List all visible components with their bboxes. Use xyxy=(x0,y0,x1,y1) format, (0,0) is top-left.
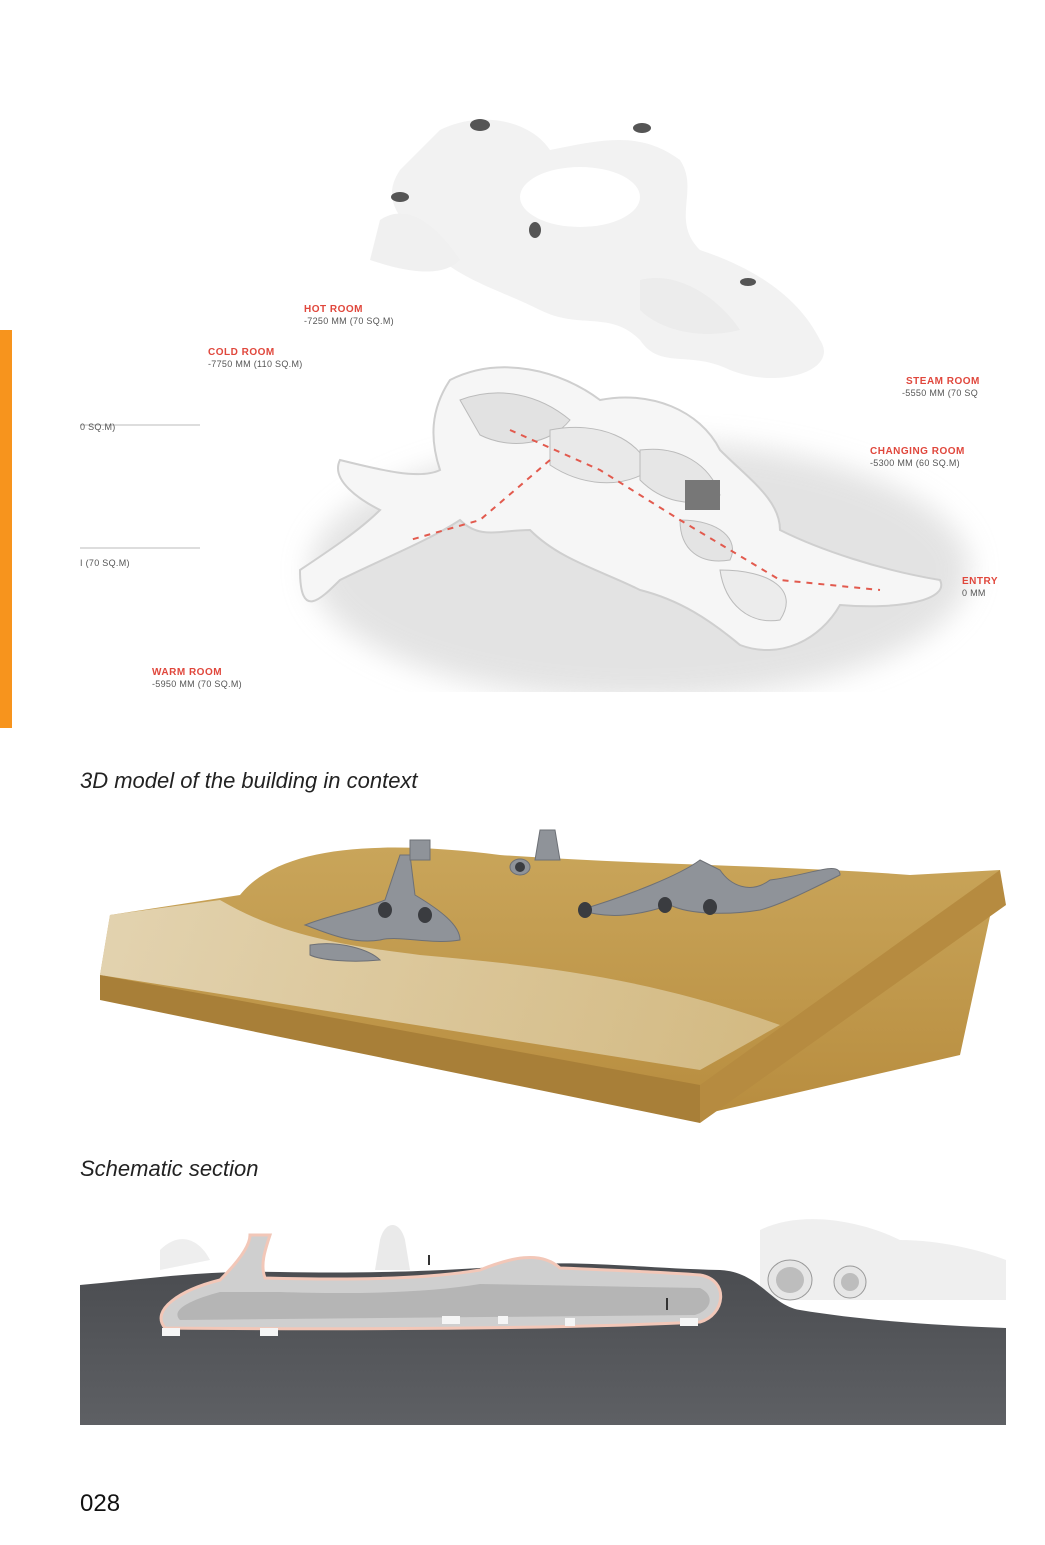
label-entry-title: ENTRY xyxy=(962,576,999,587)
label-cold-room-sub: -7750 MM (110 SQ.M) xyxy=(208,359,303,369)
context-model-render xyxy=(80,815,1006,1123)
label-partial-2: I (70 SQ.M) xyxy=(80,558,130,568)
label-warm-room-sub: -5950 MM (70 SQ.M) xyxy=(152,679,242,689)
schematic-section-render xyxy=(80,1210,1006,1425)
page-number: 028 xyxy=(80,1490,121,1517)
label-hot-room-title: HOT ROOM xyxy=(304,304,363,315)
label-changing-room-title: CHANGING ROOM xyxy=(870,446,965,457)
label-entry-sub: 0 MM xyxy=(962,588,986,598)
label-changing-room-sub: -5300 MM (60 SQ.M) xyxy=(870,458,960,468)
chapter-marker-bar xyxy=(0,330,12,728)
building-plan-render xyxy=(80,100,1006,692)
section-illustration xyxy=(80,1210,1006,1425)
caption-context-model: 3D model of the building in context xyxy=(80,768,418,793)
label-partial-1: 0 SQ.M) xyxy=(80,422,116,432)
label-steam-room-title: STEAM ROOM xyxy=(906,376,980,387)
label-cold-room-title: COLD ROOM xyxy=(208,347,275,358)
label-hot-room-sub: -7250 MM (70 SQ.M) xyxy=(304,316,394,326)
label-steam-room-sub: -5550 MM (70 SQ xyxy=(902,388,979,398)
context-illustration xyxy=(80,815,1006,1123)
label-warm-room-title: WARM ROOM xyxy=(152,667,223,678)
caption-schematic-section: Schematic section xyxy=(80,1156,259,1181)
plan-illustration xyxy=(80,100,1006,692)
